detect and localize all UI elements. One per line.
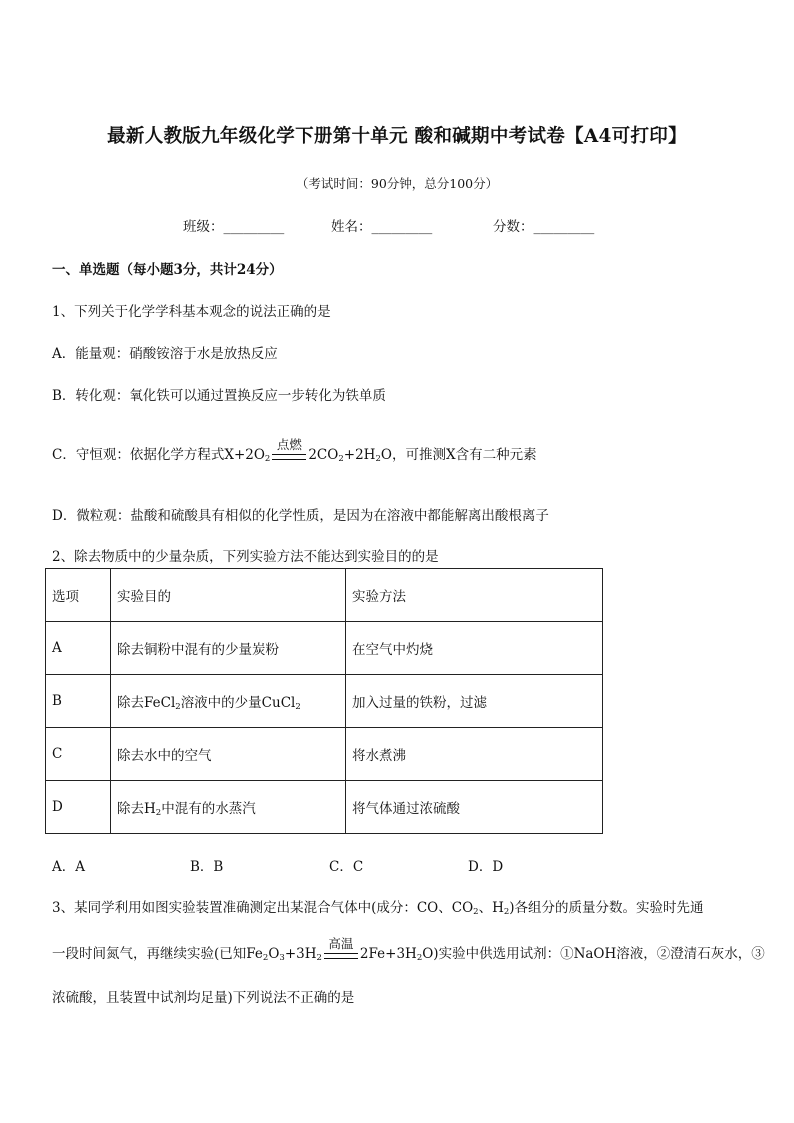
subscript: 3 <box>279 953 285 963</box>
question-2-option-c: C．C <box>329 859 364 875</box>
formula-part: 2CO <box>308 447 339 463</box>
question-3-line-2 <box>52 935 765 963</box>
q3-text: 3、某同学利用如图实验装置准确测定出某混合气体中(成分：CO、CO <box>52 900 474 916</box>
question-3-line-1 <box>52 896 704 917</box>
q3-text: )各组分的质量分数。实验时先通 <box>509 900 704 916</box>
table-cell: 在空气中灼烧 <box>346 622 603 675</box>
table-header-row <box>46 569 603 622</box>
reaction-arrow <box>322 935 360 962</box>
score-field: 分数：_________ <box>493 219 595 235</box>
question-1-option-a: A．能量观：硝酸铵溶于水是放热反应 <box>52 346 278 362</box>
question-2-table <box>45 568 603 834</box>
subscript: 2 <box>473 907 479 917</box>
table-header-cell: 选项 <box>46 569 111 622</box>
q3-text: 2Fe+3H <box>359 946 417 962</box>
subscript: 2 <box>375 454 381 464</box>
double-line-icon <box>324 953 358 959</box>
table-cell: 加入过量的铁粉，过滤 <box>346 675 603 728</box>
subscript: 2 <box>155 807 162 818</box>
table-cell: 除去水中的空气 <box>111 728 346 781</box>
table-row <box>46 728 603 781</box>
formula-part: +2H <box>343 447 376 463</box>
table-cell: 将水煮沸 <box>346 728 603 781</box>
question-1-option-d: D．微粒观：盐酸和硫酸具有相似的化学性质，是因为在溶液中都能解离出酸根离子 <box>52 508 549 524</box>
cell-text: 溶液中的少量CuCl <box>180 694 296 711</box>
table-cell: D <box>46 781 111 834</box>
table-cell: 除去铜粉中混有的少量炭粉 <box>111 622 346 675</box>
cell-text: 除去FeCl <box>117 694 176 711</box>
double-line-icon <box>272 454 306 460</box>
q3-text: O <box>268 946 280 962</box>
class-field: 班级：_________ <box>183 219 285 235</box>
formula-part: O <box>380 447 392 463</box>
question-2-option-a: A．A <box>52 859 85 875</box>
subscript: 2 <box>316 953 322 963</box>
name-field: 姓名：_________ <box>331 219 433 235</box>
subscript: 2 <box>416 953 423 963</box>
table-row <box>46 781 603 834</box>
exam-subtitle: （考试时间：90分钟，总分100分） <box>295 176 499 191</box>
cell-text: 中混有的水蒸汽 <box>161 800 256 817</box>
subscript: 2 <box>264 454 271 464</box>
question-2-stem: 2、除去物质中的少量杂质，下列实验方法不能达到实验目的的是 <box>52 549 439 565</box>
q3-text: O)实验中供选用试剂：①NaOH溶液，②澄清石灰水，③ <box>422 946 765 962</box>
reaction-condition: 点燃 <box>276 436 302 452</box>
question-3-line-3: 浓硫酸，且装置中试剂均足量)下列说法不正确的是 <box>52 990 355 1006</box>
page-title: 最新人教版九年级化学下册第十单元 酸和碱期中考试卷【A4可打印】 <box>107 126 687 147</box>
q3-text: 、H <box>478 900 504 916</box>
subscript: 2 <box>338 454 344 464</box>
cell-text: 除去H <box>117 800 156 817</box>
table-header-cell: 实验目的 <box>111 569 346 622</box>
question-1-option-c <box>52 436 537 464</box>
question-1-option-b: B．转化观：氧化铁可以通过置换反应一步转化为铁单质 <box>52 388 386 404</box>
table-cell: 将气体通过浓硫酸 <box>346 781 603 834</box>
subscript: 2 <box>503 907 510 917</box>
section-heading: 一、单选题（每小题3分，共计24分） <box>52 262 283 278</box>
table-cell: A <box>46 622 111 675</box>
option-c-suffix: ，可推测X含有二种元素 <box>391 447 537 463</box>
table-cell: B <box>46 675 111 728</box>
table-cell <box>111 781 346 834</box>
table-header-cell: 实验方法 <box>346 569 603 622</box>
q3-text: +3H <box>284 946 317 962</box>
subscript: 2 <box>262 953 269 963</box>
subscript: 2 <box>175 701 181 712</box>
option-c-prefix: C．守恒观：依据化学方程式X+2O <box>52 447 265 463</box>
table-row <box>46 675 603 728</box>
table-cell <box>111 675 346 728</box>
table-row <box>46 622 603 675</box>
reaction-condition: 高温 <box>328 935 354 951</box>
question-2-option-d: D．D <box>468 859 504 875</box>
subscript: 2 <box>295 701 301 712</box>
question-1-stem: 1、下列关于化学学科基本观念的说法正确的是 <box>52 304 331 320</box>
q3-text: 一段时间氮气，再继续实验(已知Fe <box>52 946 263 962</box>
reaction-arrow <box>270 436 308 463</box>
question-2-option-b: B．B <box>190 859 224 875</box>
table-cell: C <box>46 728 111 781</box>
